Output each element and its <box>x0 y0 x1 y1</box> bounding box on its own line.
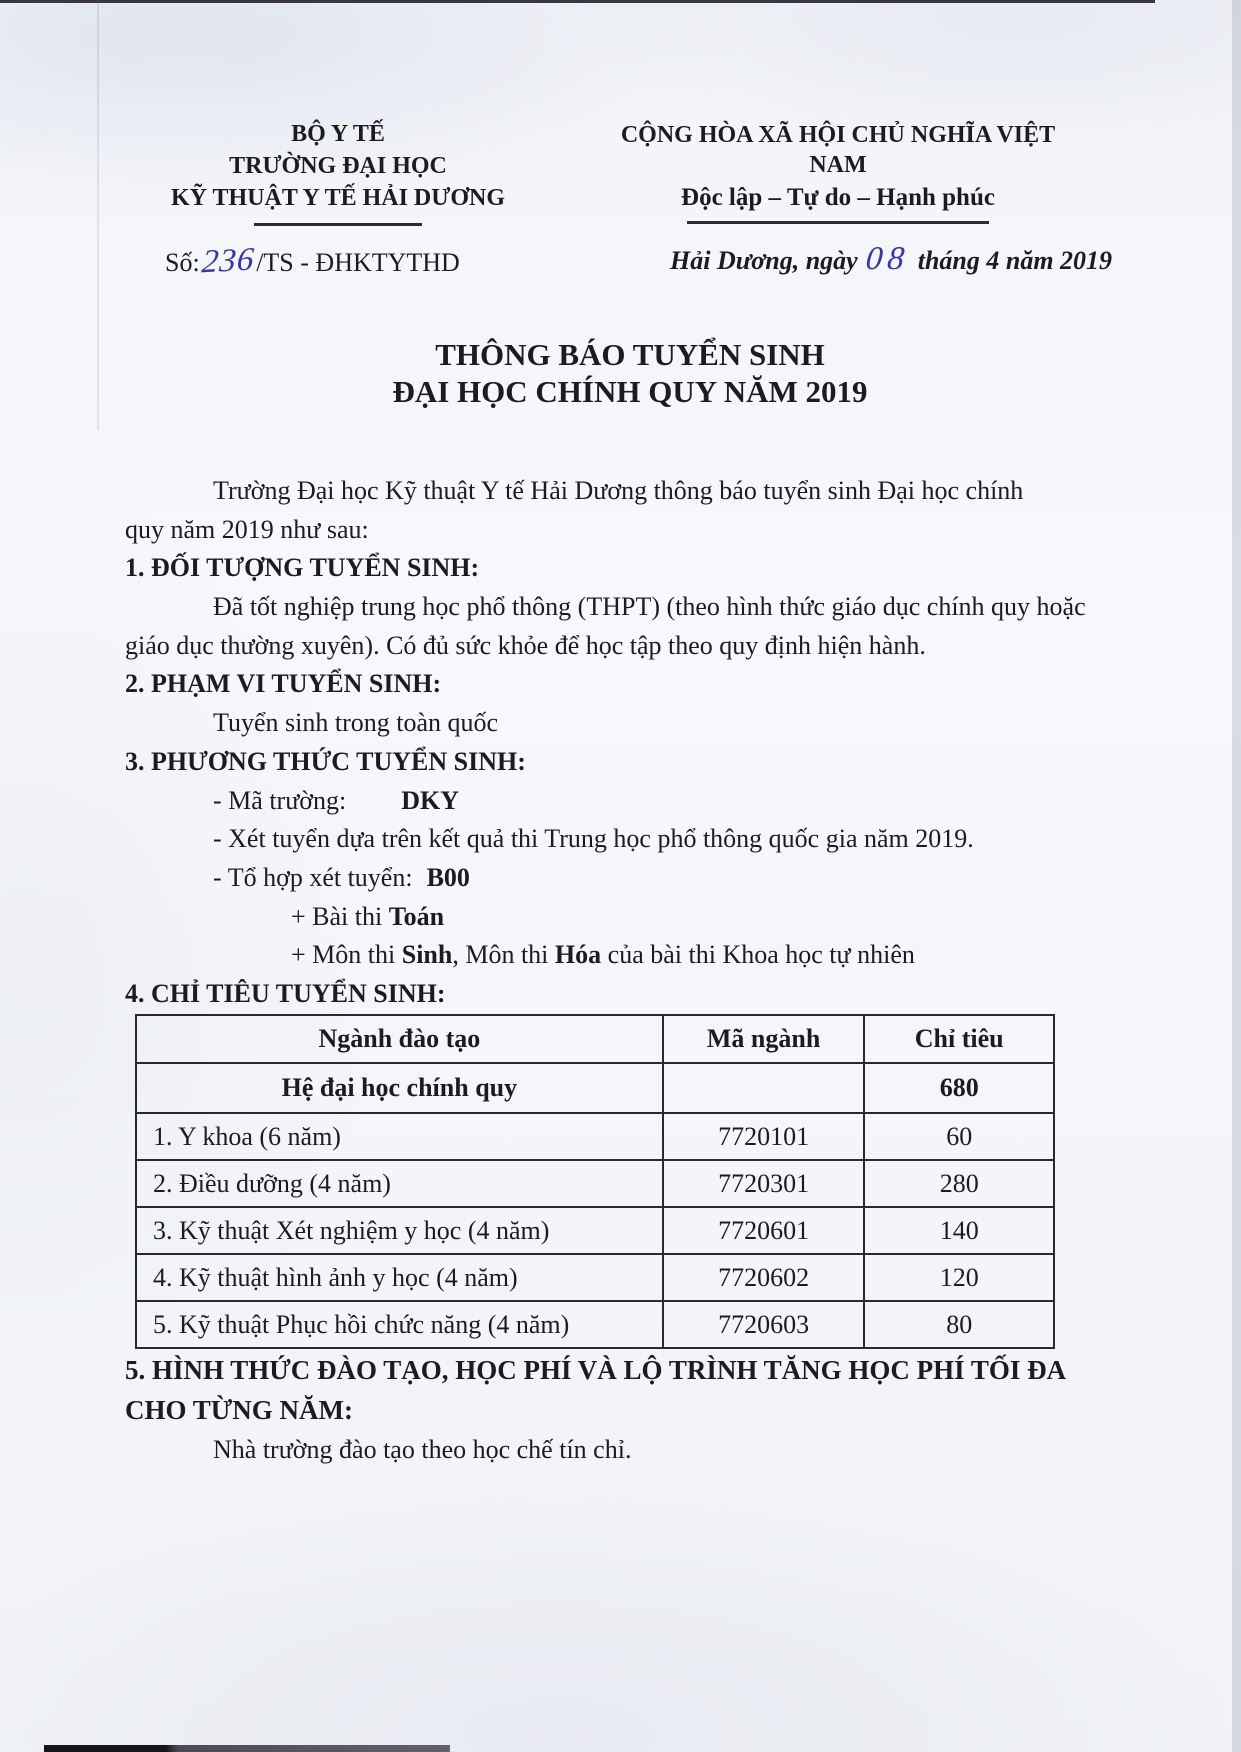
major-code: 7720603 <box>663 1301 865 1348</box>
major-name: 3. Kỹ thuật Xét nghiệm y học (4 năm) <box>136 1207 663 1254</box>
place-date-line <box>670 241 1113 277</box>
scan-artifact-right-shadow <box>1232 0 1241 1752</box>
table-row <box>136 1301 1054 1348</box>
major-quota: 60 <box>864 1113 1054 1160</box>
section1-heading: 1. ĐỐI TƯỢNG TUYỂN SINH: <box>125 553 480 583</box>
section5-body: Nhà trường đào tạo theo học chế tín chỉ. <box>213 1435 632 1464</box>
scan-artifact-top-line <box>0 0 1155 3</box>
doc-number-label: Số: <box>165 248 200 277</box>
major-quota: 140 <box>864 1207 1054 1254</box>
major-quota: 280 <box>864 1160 1054 1207</box>
section1-line2: giáo dục thường xuyên). Có đủ sức khỏe để học tập theo quy định hiện hành. <box>125 630 926 660</box>
ministry-name: BỘ Y TẾ <box>291 121 385 147</box>
exam2-p3: của bài thi Khoa học tự nhiên <box>601 940 915 970</box>
combo-line <box>125 859 1185 898</box>
section2-body: Tuyển sinh trong toàn quốc <box>213 708 499 738</box>
major-name: 1. Y khoa (6 năm) <box>136 1113 663 1160</box>
summary-code <box>663 1063 865 1113</box>
university-name-line1: TRƯỜNG ĐẠI HỌC <box>229 153 447 179</box>
document-body <box>125 472 1185 1014</box>
summary-name: Hệ đại học chính quy <box>136 1063 663 1113</box>
col-header-code: Mã ngành <box>663 1015 865 1063</box>
motto-underline <box>687 221 989 224</box>
table-row <box>136 1207 1054 1254</box>
exam2-subject2: Hóa <box>554 940 602 970</box>
country-name: CỘNG HÒA XÃ HỘI CHỦ NGHĨA VIỆT NAM <box>620 122 1056 178</box>
section4-heading: 4. CHỈ TIÊU TUYỂN SINH: <box>125 978 446 1008</box>
major-name: 4. Kỹ thuật hình ảnh y học (4 năm) <box>136 1254 663 1301</box>
exam2-subject1: Sinh <box>401 940 453 970</box>
table-row <box>136 1254 1054 1301</box>
document-title <box>0 336 1241 410</box>
table-row <box>136 1160 1054 1207</box>
section5 <box>125 1350 1215 1470</box>
exam-line2 <box>125 936 1185 975</box>
exam2-p1: + Môn thi <box>291 940 402 970</box>
major-name: 5. Kỹ thuật Phục hồi chức năng (4 năm) <box>136 1301 663 1348</box>
national-motto: Độc lập – Tự do – Hạnh phúc <box>681 184 995 211</box>
document-number <box>165 241 460 281</box>
table-summary-row <box>136 1063 1054 1113</box>
section2-heading: 2. PHẠM VI TUYỂN SINH: <box>125 669 442 699</box>
exam2-p2: , Môn thi <box>452 940 555 970</box>
dateline-post: tháng 4 năm 2019 <box>911 246 1113 275</box>
major-quota: 120 <box>864 1254 1054 1301</box>
school-code-value: DKY <box>401 785 460 815</box>
major-code: 7720602 <box>663 1254 865 1301</box>
org-underline <box>254 223 422 226</box>
section5-heading-line1: 5. HÌNH THỨC ĐÀO TẠO, HỌC PHÍ VÀ LỘ TRÌNH TĂNG HỌC PHÍ TỐI ĐA <box>125 1355 1067 1385</box>
major-quota: 80 <box>864 1301 1054 1348</box>
title-line2: ĐẠI HỌC CHÍNH QUY NĂM 2019 <box>392 374 868 409</box>
exam1-pre: + Bài thi <box>291 901 389 931</box>
school-code-label: - Mã trường: <box>213 785 347 815</box>
admission-quota-table <box>135 1014 1055 1349</box>
combo-value: B00 <box>426 862 470 892</box>
section3-line2: - Xét tuyển dựa trên kết quả thi Trung học phổ thông quốc gia năm 2019. <box>213 824 974 854</box>
combo-label: - Tổ hợp xét tuyển: <box>213 862 413 892</box>
col-header-quota: Chỉ tiêu <box>864 1015 1054 1063</box>
exam-line1 <box>125 898 1185 937</box>
intro-line2: quy năm 2019 như sau: <box>125 514 369 544</box>
scan-artifact-bottom-bar <box>44 1745 450 1752</box>
section3-heading: 3. PHƯƠNG THỨC TUYỂN SINH: <box>125 746 526 776</box>
col-header-major: Ngành đào tạo <box>136 1015 663 1063</box>
exam1-subject: Toán <box>388 901 445 931</box>
doc-number-handwritten: 236 <box>199 241 256 281</box>
table-header-row <box>136 1015 1054 1063</box>
summary-quota: 680 <box>864 1063 1054 1113</box>
issuing-org-block <box>150 118 526 226</box>
major-code: 7720301 <box>663 1160 865 1207</box>
major-code: 7720101 <box>663 1113 865 1160</box>
section1-line1: Đã tốt nghiệp trung học phổ thông (THPT) (theo hình thức giáo dục chính quy hoặc <box>213 592 1086 622</box>
major-code: 7720601 <box>663 1207 865 1254</box>
major-name: 2. Điều dưỡng (4 năm) <box>136 1160 663 1207</box>
intro-line1: Trường Đại học Kỹ thuật Y tế Hải Dương thông báo tuyển sinh Đại học chính <box>213 476 1024 505</box>
title-line1: THÔNG BÁO TUYỂN SINH <box>435 337 825 372</box>
table-row <box>136 1113 1054 1160</box>
national-header-block <box>590 120 1086 224</box>
dateline-pre: Hải Dương, ngày <box>670 246 865 275</box>
section5-heading-line2: CHO TỪNG NĂM: <box>125 1395 353 1425</box>
school-code-line <box>125 782 1185 821</box>
dateline-day-handwritten: 08 <box>864 241 912 277</box>
university-name-line2: KỸ THUẬT Y TẾ HẢI DƯƠNG <box>170 185 506 211</box>
doc-number-rest: /TS - ĐHKTYTHD <box>256 248 460 277</box>
